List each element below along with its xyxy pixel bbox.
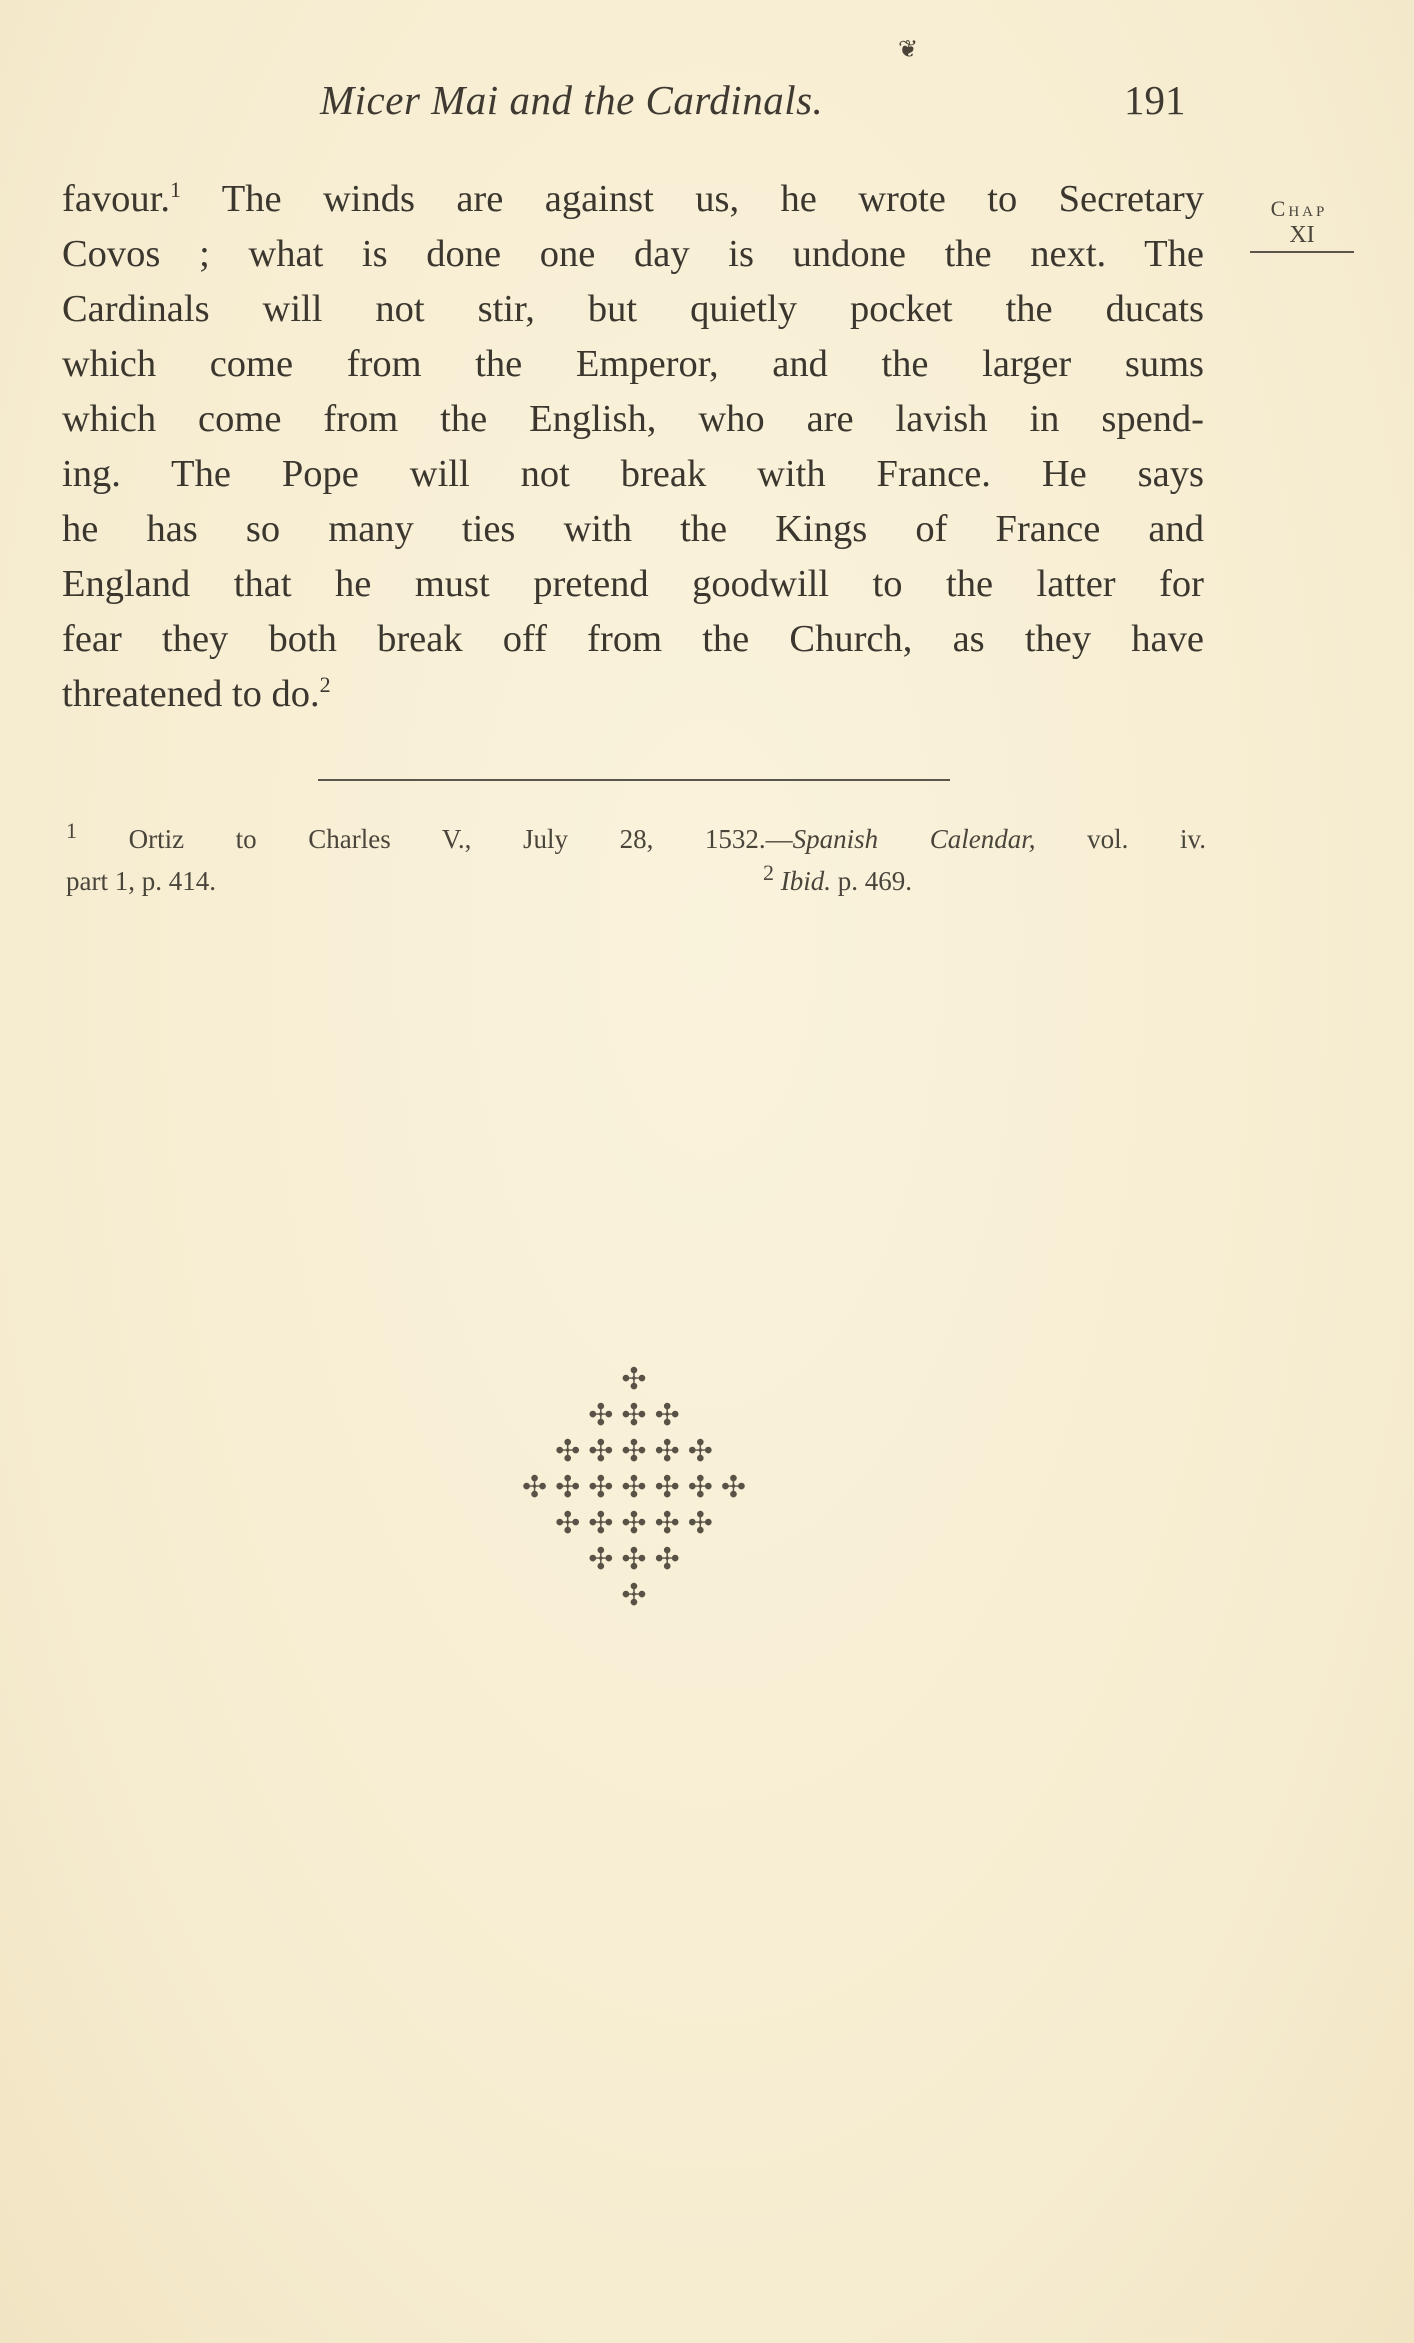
cross-icon: ✣ <box>720 1471 754 1504</box>
body-line-text: threatened to do. <box>62 673 320 715</box>
tailpiece-cross-ornament <box>508 1362 768 1614</box>
footnote-reference: 1 <box>169 177 181 203</box>
header-ornament-icon: ❦ <box>898 37 919 63</box>
footnote-text: vol. iv. <box>1035 824 1206 854</box>
cross-icon: ✣ <box>621 1435 655 1468</box>
ornament-row <box>508 1398 768 1434</box>
ornament-row <box>508 1506 768 1542</box>
cross-icon: ✣ <box>555 1471 589 1504</box>
body-line <box>62 227 1204 282</box>
page-number: 191 <box>1124 77 1186 123</box>
body-line <box>62 282 1204 337</box>
cross-icon: ✣ <box>588 1507 622 1540</box>
ornament-row <box>508 1470 768 1506</box>
body-line <box>62 667 1204 722</box>
body-line-text: Cardinals will not stir, but quietly pocket the ducats <box>62 288 1204 330</box>
ornament-row <box>508 1434 768 1470</box>
body-line-text: fear they both break off from the Church, as they have <box>62 618 1204 660</box>
cross-icon: ✣ <box>621 1543 655 1576</box>
body-line-text: which come from the English, who are lavish in spend- <box>62 398 1204 440</box>
ornament-row <box>508 1542 768 1578</box>
cross-icon: ✣ <box>588 1471 622 1504</box>
chapter-number: XI <box>1250 222 1354 253</box>
body-paragraph <box>62 172 1204 722</box>
body-line <box>62 502 1204 557</box>
cross-icon: ✣ <box>621 1363 655 1396</box>
cross-icon: ✣ <box>654 1543 688 1576</box>
cross-icon: ✣ <box>588 1435 622 1468</box>
footnote-1 <box>66 818 1206 860</box>
footnotes <box>66 818 1206 902</box>
cross-icon: ✣ <box>654 1435 688 1468</box>
cross-icon: ✣ <box>621 1399 655 1432</box>
body-line-text: ing. The Pope will not break with France. He says <box>62 453 1204 495</box>
body-line <box>62 557 1204 612</box>
chapter-label: Chap <box>1270 196 1328 221</box>
footnote-divider <box>318 779 950 781</box>
cross-icon: ✣ <box>687 1435 721 1468</box>
footnote-text: part 1, p. 414. <box>66 866 216 896</box>
cross-icon: ✣ <box>654 1471 688 1504</box>
running-title: Micer Mai and the Cardinals. <box>320 77 824 123</box>
cross-icon: ✣ <box>555 1507 589 1540</box>
body-line-text: England that he must pretend goodwill to the latter for <box>62 563 1204 605</box>
cross-icon: ✣ <box>687 1507 721 1540</box>
ornament-row <box>508 1578 768 1614</box>
running-head <box>0 76 1414 136</box>
cross-icon: ✣ <box>621 1579 655 1612</box>
cross-icon: ✣ <box>654 1507 688 1540</box>
body-line <box>62 392 1204 447</box>
chapter-margin-note <box>1244 196 1354 253</box>
body-line-text: he has so many ties with the Kings of France and <box>62 508 1204 550</box>
body-line-text: The winds are against us, he wrote to Secretary <box>180 178 1204 220</box>
body-line-text: favour. <box>62 178 170 220</box>
body-line <box>62 612 1204 667</box>
body-line <box>62 172 1204 227</box>
body-line-text: which come from the Emperor, and the larger sums <box>62 343 1204 385</box>
footnote-text: p. 469. <box>831 866 912 896</box>
cross-icon: ✣ <box>621 1471 655 1504</box>
footnote-italic-ibid: Ibid. <box>774 866 831 896</box>
footnote-continuation <box>66 860 1206 902</box>
cross-icon: ✣ <box>588 1399 622 1432</box>
body-line <box>62 337 1204 392</box>
body-line <box>62 447 1204 502</box>
ornament-row <box>508 1362 768 1398</box>
footnote-marker: 1 <box>66 818 77 843</box>
footnote-text: Ortiz to Charles V., July 28, 1532.— <box>77 824 793 854</box>
cross-icon: ✣ <box>621 1507 655 1540</box>
footnote-2 <box>763 860 912 902</box>
footnote-marker: 2 <box>763 860 774 885</box>
footnote-italic-title: Spanish Calendar, <box>792 824 1036 854</box>
cross-icon: ✣ <box>654 1399 688 1432</box>
cross-icon: ✣ <box>555 1435 589 1468</box>
footnote-reference: 2 <box>319 672 331 698</box>
cross-icon: ✣ <box>687 1471 721 1504</box>
cross-icon: ✣ <box>588 1543 622 1576</box>
cross-icon: ✣ <box>522 1471 556 1504</box>
body-line-text: Covos ; what is done one day is undone the next. The <box>62 233 1204 275</box>
